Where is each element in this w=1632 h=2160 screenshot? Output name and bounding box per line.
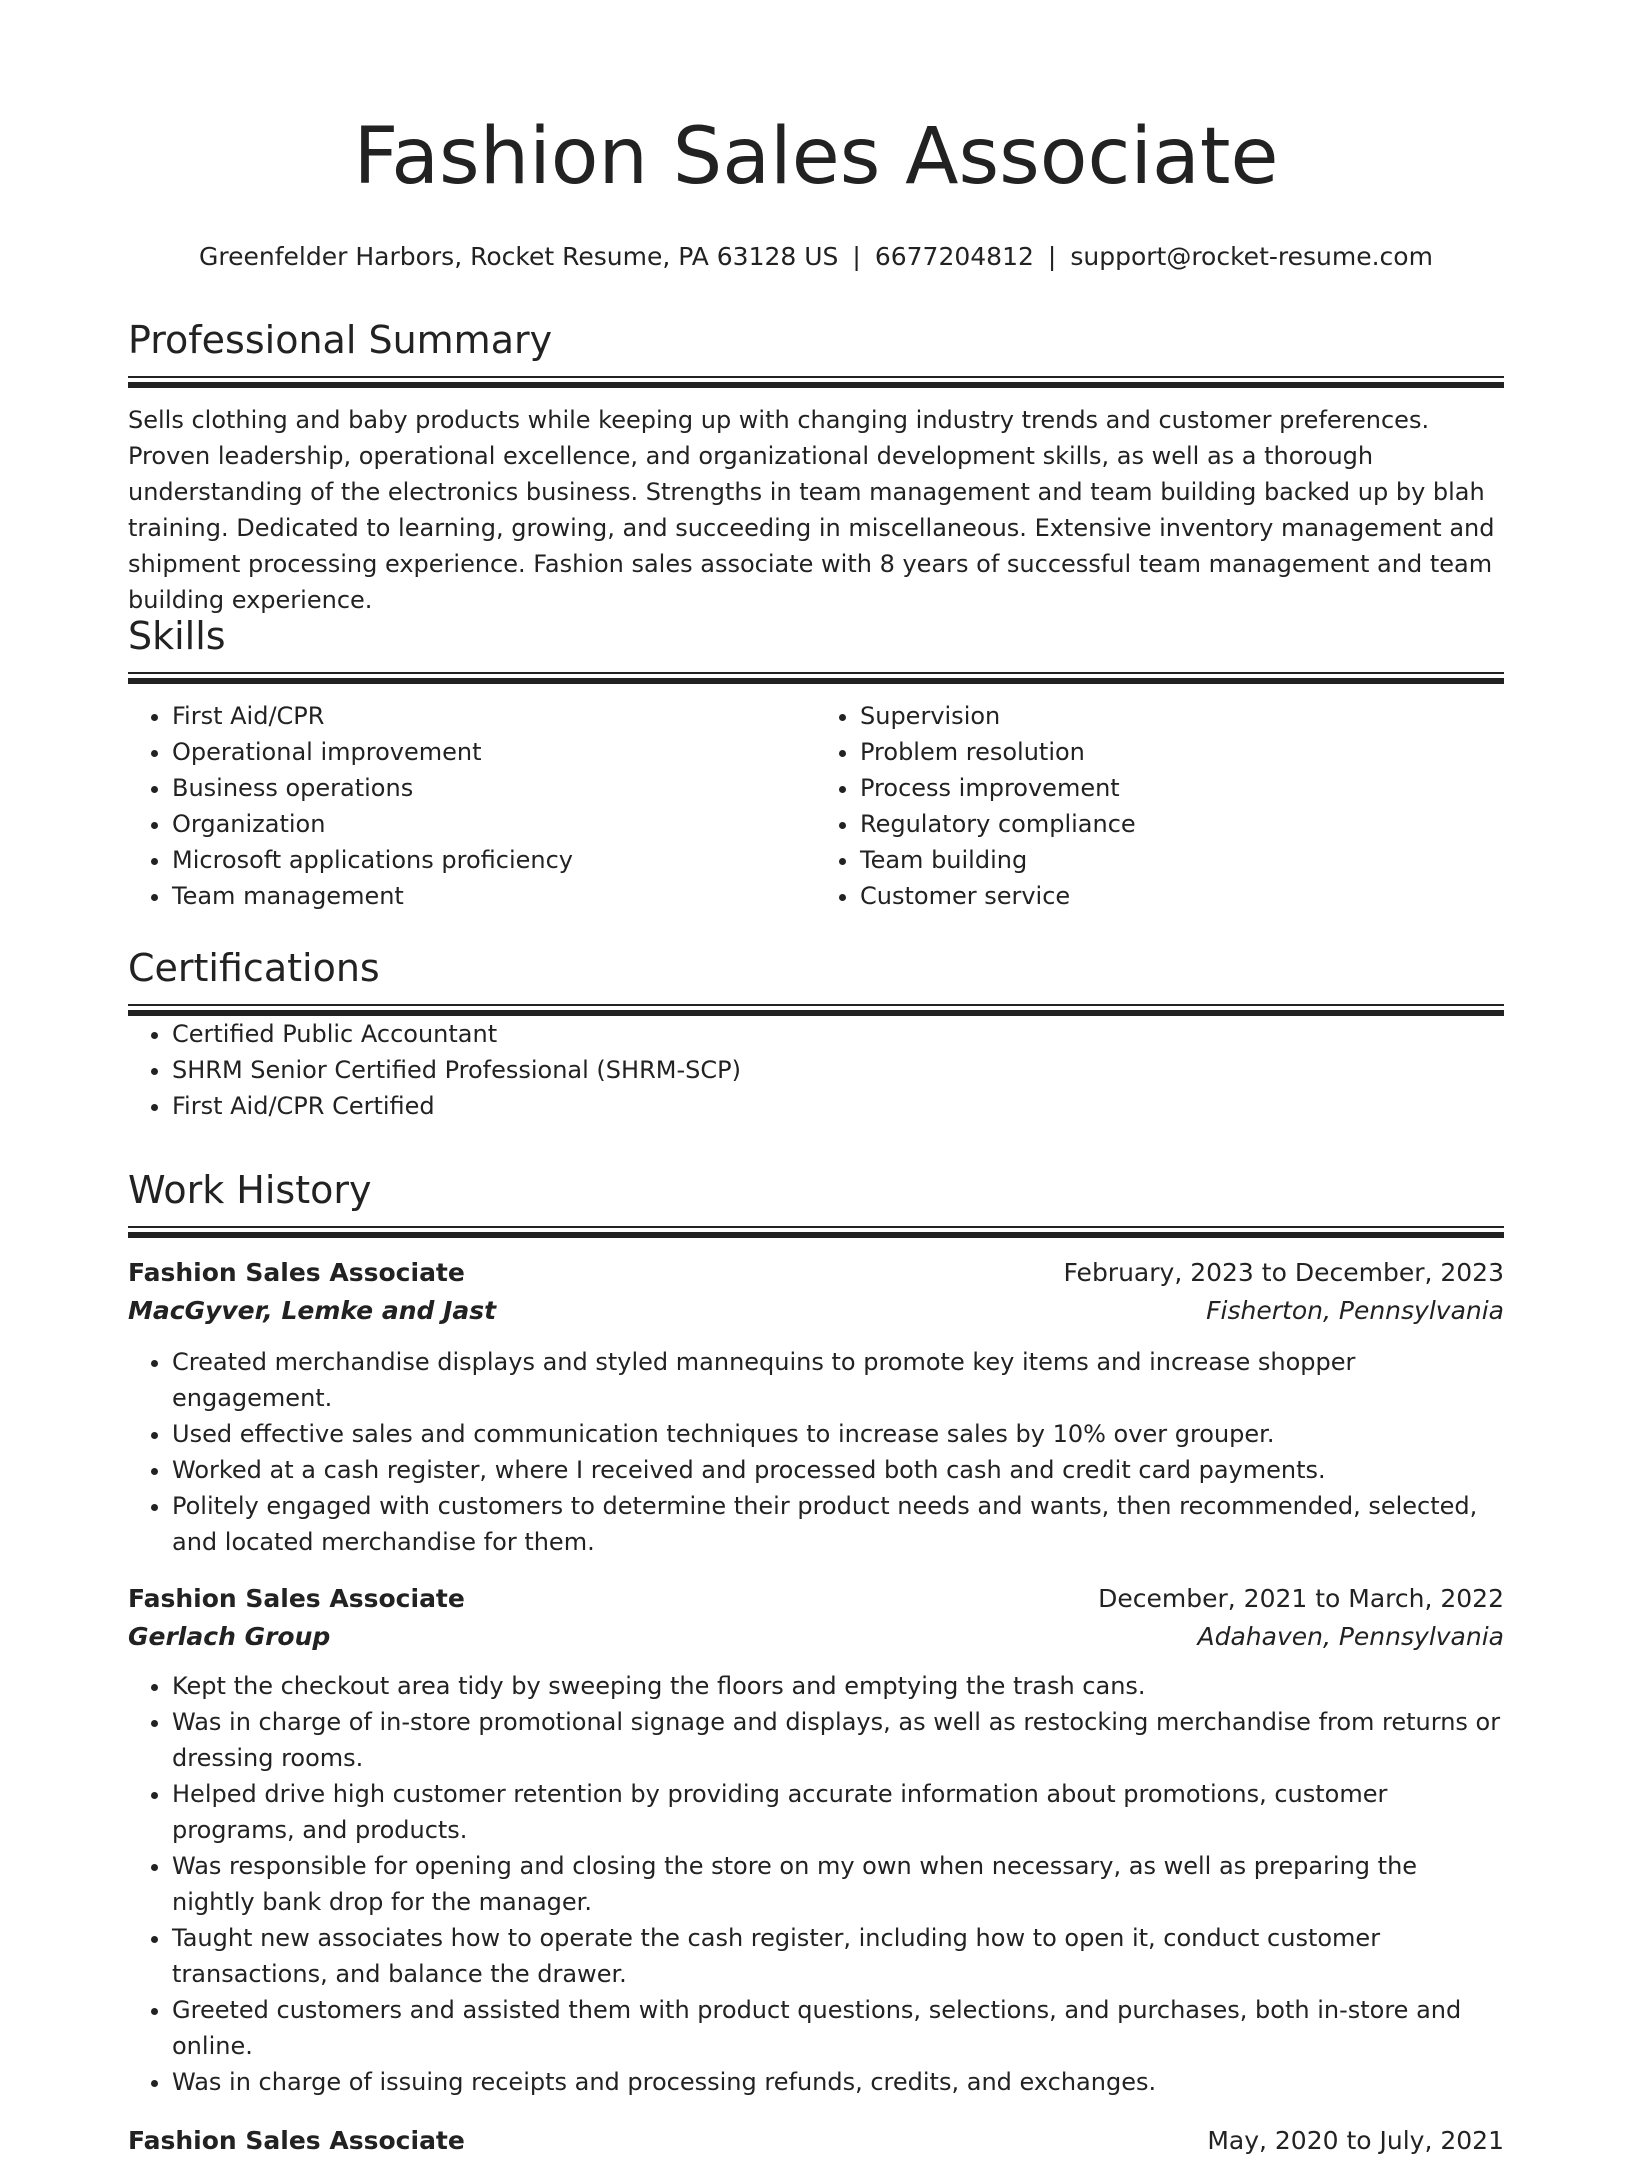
job-dates: December, 2021 to March, 2022 (1098, 1584, 1504, 1613)
skills-list-left (128, 698, 816, 914)
certifications-section (128, 944, 1504, 1124)
job-title: Fashion Sales Associate (128, 1258, 465, 1287)
work-history-heading: Work History (128, 1168, 372, 1212)
job-company: Gerlach Group (128, 1622, 331, 1651)
contact-separator: | (1047, 242, 1057, 271)
skill-item: • Regulatory compliance (860, 806, 1504, 842)
skill-item: • Customer service (860, 878, 1504, 914)
certifications-heading: Certifications (128, 946, 380, 990)
certification-item: • SHRM Senior Certified Professional (SHRM-SCP) (172, 1052, 1504, 1088)
summary-heading: Professional Summary (128, 318, 553, 362)
contact-separator: | (852, 242, 861, 271)
contact-address: Greenfelder Harbors, Rocket Resume, PA 63128 US (199, 242, 839, 271)
job-dates: May, 2020 to July, 2021 (1207, 2126, 1504, 2155)
job-location: Fisherton, Pennsylvania (1206, 1296, 1504, 1325)
job-duty: • Created merchandise displays and styled mannequins to promote key items and increase shopper engagement. (172, 1344, 1504, 1416)
section-divider (128, 672, 1504, 684)
job-duties (128, 1668, 1504, 2100)
summary-section (128, 316, 1504, 618)
job-entry (128, 1580, 1504, 2100)
job-duty: • Taught new associates how to operate the cash register, including how to open it, conduct customer transactions, and balance the drawer. (172, 1920, 1504, 1992)
job-entry (128, 1254, 1504, 1560)
skill-item: • First Aid/CPR (172, 698, 816, 734)
job-company-row (128, 1292, 1504, 1330)
job-company: MacGyver, Lemke and Jast (128, 1296, 497, 1325)
skill-item: • Team building (860, 842, 1504, 878)
job-dates: February, 2023 to December, 2023 (1063, 1258, 1504, 1287)
contact-phone: 6677204812 (874, 242, 1034, 271)
skill-item: • Business operations (172, 770, 816, 806)
resume-title: Fashion Sales Associate (353, 112, 1279, 202)
skills-columns (128, 698, 1504, 914)
job-duty: • Used effective sales and communication techniques to increase sales by 10% over grouper. (172, 1416, 1504, 1452)
section-divider (128, 1226, 1504, 1238)
certification-item: • First Aid/CPR Certified (172, 1088, 1504, 1124)
job-header-row (128, 1580, 1504, 1618)
section-divider (128, 1004, 1504, 1016)
job-entry (128, 2122, 1504, 2160)
skills-heading: Skills (128, 614, 226, 658)
job-duty: • Was in charge of issuing receipts and processing refunds, credits, and exchanges. (172, 2064, 1504, 2100)
job-header-row (128, 1254, 1504, 1292)
job-duty: • Greeted customers and assisted them with product questions, selections, and purchases, both in-store and online. (172, 1992, 1504, 2064)
job-duty: • Worked at a cash register, where I received and processed both cash and credit card payments. (172, 1452, 1504, 1488)
skill-item: • Organization (172, 806, 816, 842)
skill-item: • Team management (172, 878, 816, 914)
job-header-row (128, 2122, 1504, 2160)
skill-item: • Process improvement (860, 770, 1504, 806)
skills-list-right (816, 698, 1504, 914)
skill-item: • Microsoft applications proficiency (172, 842, 816, 878)
job-duty: • Was in charge of in-store promotional signage and displays, as well as restocking merchandise from returns or dressing rooms. (172, 1704, 1504, 1776)
skills-section (128, 612, 1504, 914)
job-duty: • Was responsible for opening and closing the store on my own when necessary, as well as preparing the nightly bank drop for the manager. (172, 1848, 1504, 1920)
job-title: Fashion Sales Associate (128, 1584, 465, 1613)
job-duty: • Helped drive high customer retention by providing accurate information about promotions, customer programs, and products. (172, 1776, 1504, 1848)
certification-item: • Certified Public Accountant (172, 1016, 1504, 1052)
summary-text: Sells clothing and baby products while keeping up with changing industry trends and customer preferences. Proven leadership, operational excellence, and organizational development skills, as well as a thorough understanding of the electronics business. Strengths in team management and team building backed up by blah training. Dedicated to learning, growing, and succeeding in miscellaneous. Extensive inventory management and shipment processing experience. Fashion sales associate with 8 years of successful team management and team building experience. (128, 406, 1495, 614)
section-divider (128, 376, 1504, 388)
certifications-list (128, 1016, 1504, 1124)
job-duties (128, 1344, 1504, 1560)
skill-item: • Problem resolution (860, 734, 1504, 770)
job-duty: • Politely engaged with customers to determine their product needs and wants, then recommended, selected, and located merchandise for them. (172, 1488, 1504, 1560)
contact-line (128, 241, 1504, 273)
job-location: Adahaven, Pennsylvania (1197, 1622, 1504, 1651)
skill-item: • Operational improvement (172, 734, 816, 770)
skill-item: • Supervision (860, 698, 1504, 734)
job-title: Fashion Sales Associate (128, 2126, 465, 2155)
contact-email: support@rocket-resume.com (1070, 242, 1433, 271)
work-history-section (128, 1166, 1504, 2160)
job-company-row (128, 1618, 1504, 1656)
job-duty: • Kept the checkout area tidy by sweeping the floors and emptying the trash cans. (172, 1668, 1504, 1704)
